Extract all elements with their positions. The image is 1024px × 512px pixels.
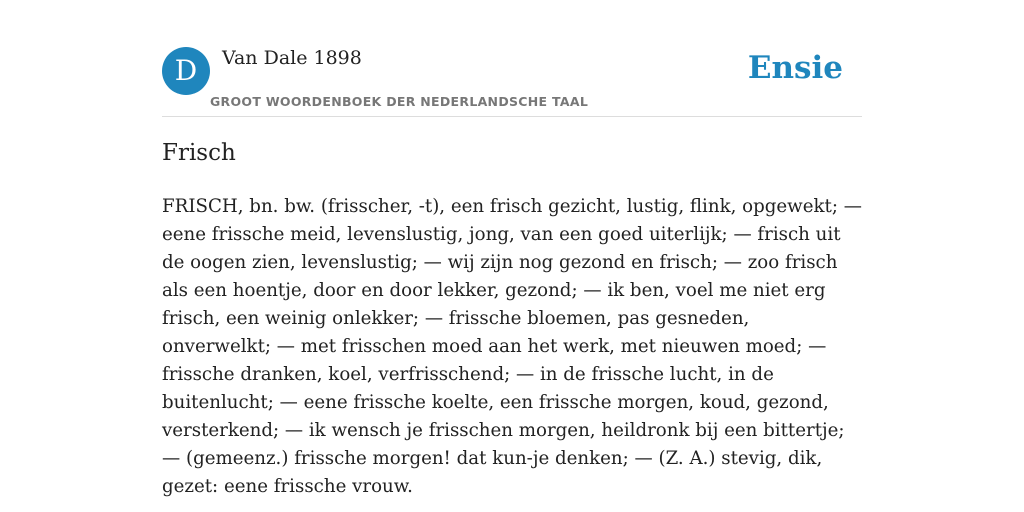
dictionary-logo[interactable]: D (162, 47, 210, 95)
page-header (162, 44, 862, 117)
brand-logo[interactable]: Ensie (747, 50, 843, 86)
source-subtitle: GROOT WOORDENBOEK DER NEDERLANDSCHE TAAL (210, 94, 589, 109)
entry-title: Frisch (162, 140, 236, 166)
entry-definition: FRISCH, bn. bw. (frisscher, -t), een frisch gezicht, lustig, flink, opgewekt; — eene frissche meid, levenslustig, jong, van een goed uiterlijk; — frisch uit de oogen zien, levenslustig; — wij zijn nog gezond en frisch; — zoo frisch als een hoentje, door en door lekker, gezond; — ik ben, voel me niet erg frisch, een weinig onlekker; — frissche bloemen, pas gesneden, onverwelkt; — met frisschen moed aan het werk, met nieuwen moed; — frissche dranken, koel, verfrisschend; — in de frissche lucht, in de buitenlucht; — eene frissche koelte, een frissche morgen, koud, gezond, versterkend; — ik wensch je frisschen morgen, heildronk bij een bittertje; — (gemeenz.) frissche morgen! dat kun-je denken; — (Z. A.) stevig, dik, gezet: eene frissche vrouw. (162, 196, 862, 497)
source-title[interactable]: Van Dale 1898 (222, 47, 362, 69)
